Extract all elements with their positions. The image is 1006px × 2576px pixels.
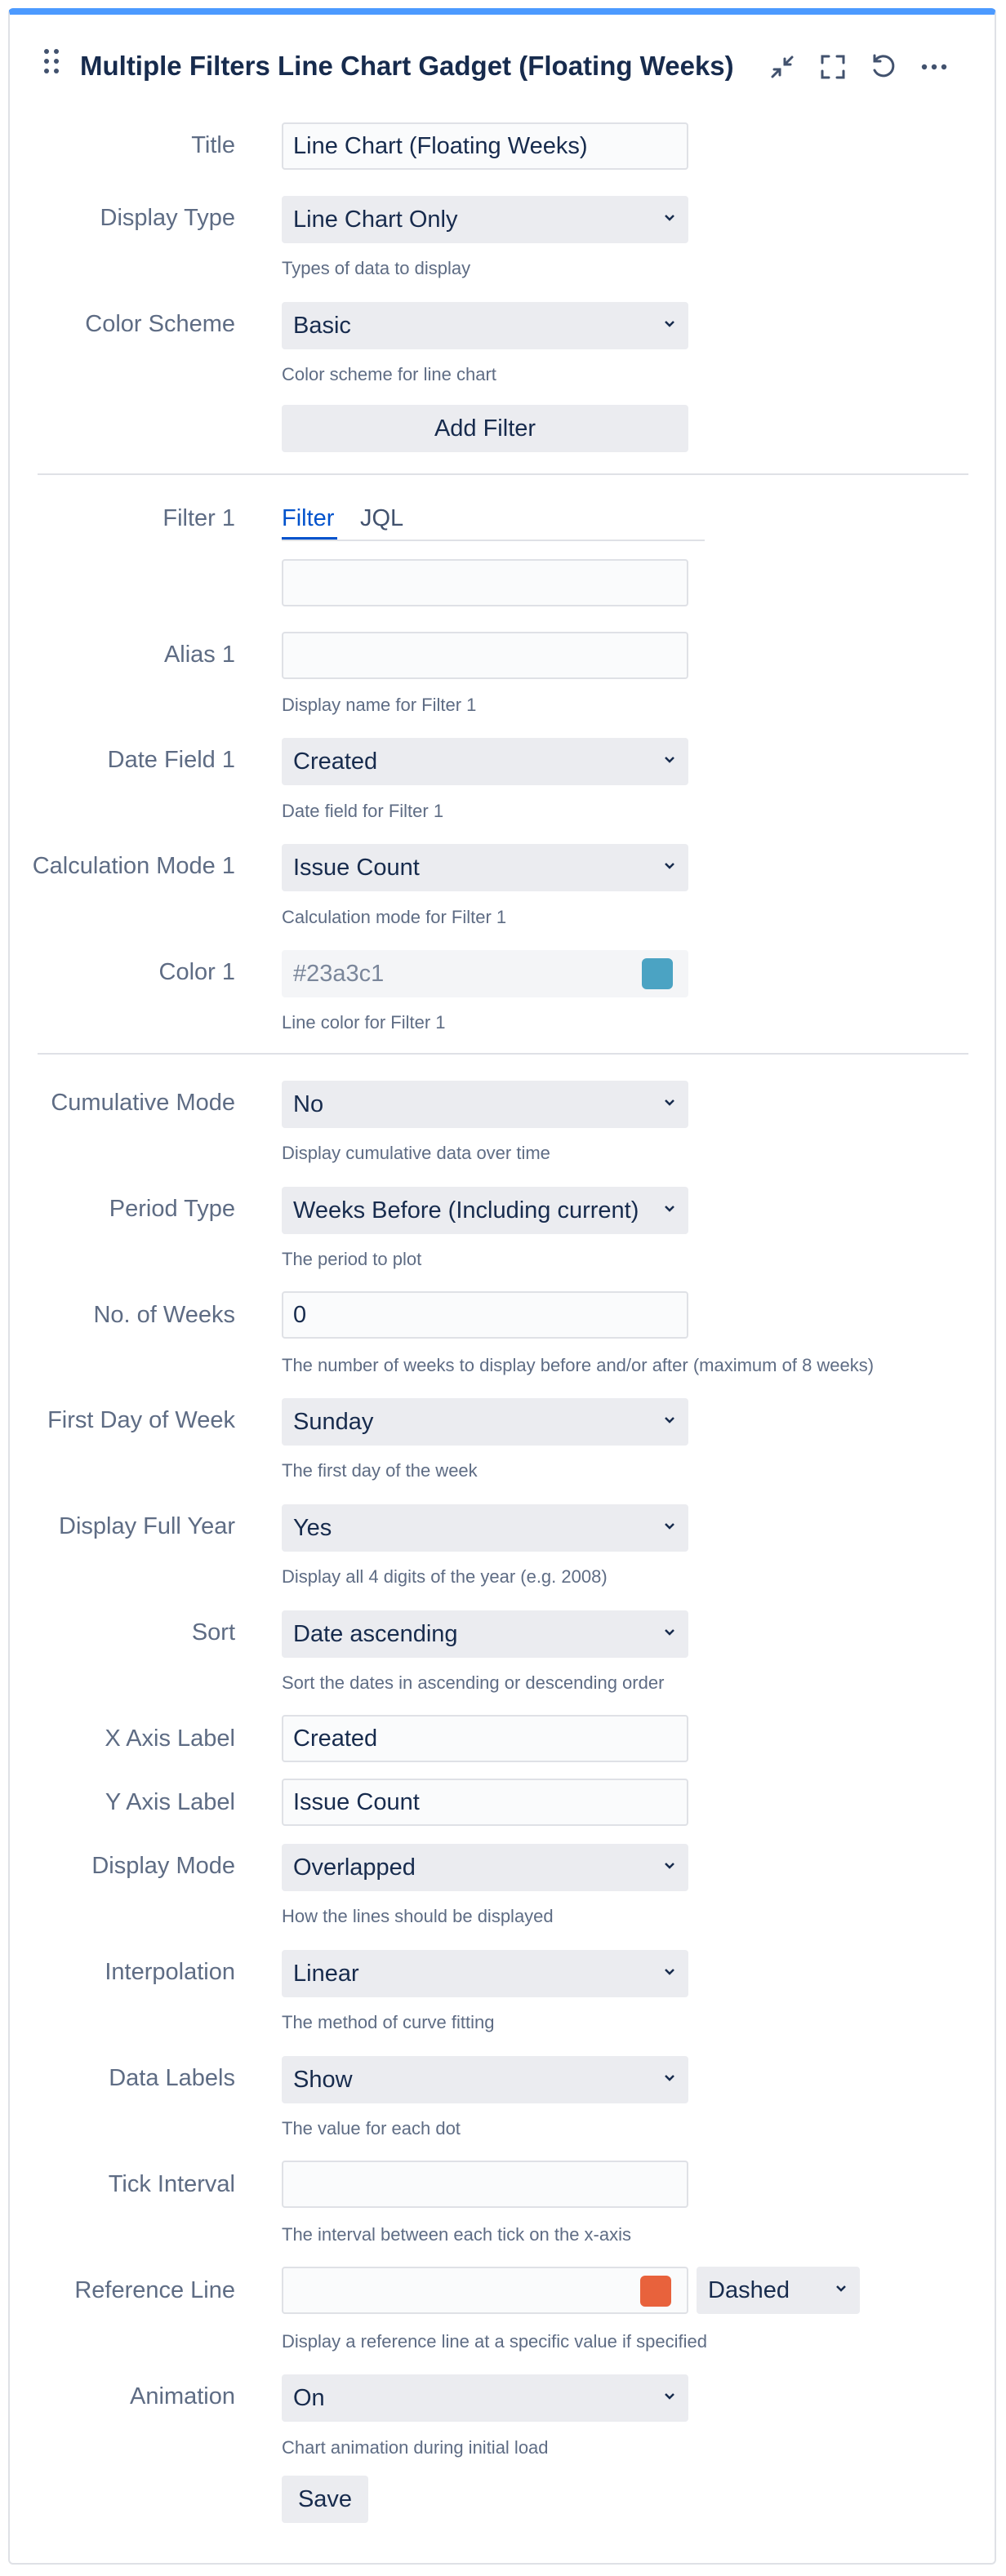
data-labels-select[interactable] [282, 2056, 688, 2103]
num-weeks-help: The number of weeks to display before and/or after (maximum of 8 weeks) [282, 1355, 875, 1375]
display-type-select[interactable] [282, 196, 688, 243]
display-type-help: Types of data to display [282, 258, 471, 278]
num-weeks-input[interactable]: 0 [282, 1291, 688, 1339]
section-divider [38, 473, 968, 475]
chevron-down-icon [664, 1521, 675, 1532]
reference-line-help: Display a reference line at a specific value if specified [282, 2331, 707, 2352]
alias1-label: Alias 1 [163, 642, 235, 668]
first-day-value: Sunday [293, 1409, 374, 1435]
chevron-down-icon [835, 2283, 847, 2294]
color-scheme-select[interactable] [282, 302, 688, 349]
cumulative-mode-select[interactable] [282, 1081, 688, 1128]
tick-interval-label: Tick Interval [108, 2171, 235, 2197]
display-type-value: Line Chart Only [293, 207, 458, 233]
period-type-help: The period to plot [282, 1249, 422, 1269]
alias1-help: Display name for Filter 1 [282, 695, 477, 715]
filter1-input[interactable] [282, 559, 688, 606]
color1-input[interactable] [282, 950, 688, 997]
maximize-icon[interactable] [818, 52, 848, 82]
tick-interval-input[interactable] [282, 2161, 688, 2208]
interpolation-value: Linear [293, 1961, 359, 1987]
animation-label: Animation [130, 2383, 235, 2409]
full-year-help: Display all 4 digits of the year (e.g. 2008) [282, 1566, 608, 1587]
interpolation-help: The method of curve fitting [282, 2012, 495, 2032]
tab-underline [282, 540, 705, 541]
y-axis-label-label: Y Axis Label [105, 1789, 235, 1815]
period-type-label: Period Type [109, 1196, 235, 1222]
reference-line-swatch[interactable] [640, 2276, 671, 2307]
date-field1-value: Created [293, 748, 378, 775]
date-field1-select[interactable] [282, 738, 688, 785]
display-mode-label: Display Mode [91, 1853, 235, 1879]
display-type-label: Display Type [100, 205, 235, 231]
cumulative-mode-help: Display cumulative data over time [282, 1143, 550, 1163]
animation-select[interactable] [282, 2374, 688, 2422]
num-weeks-label: No. of Weeks [93, 1302, 235, 1328]
sort-select[interactable] [282, 1610, 688, 1658]
y-axis-label-input[interactable]: Issue Count [282, 1779, 688, 1826]
sort-label: Sort [191, 1619, 235, 1646]
filter1-label: Filter 1 [162, 505, 235, 531]
interpolation-label: Interpolation [105, 1959, 235, 1985]
data-labels-label: Data Labels [109, 2065, 235, 2091]
display-mode-help: How the lines should be displayed [282, 1906, 554, 1926]
chevron-down-icon [664, 2391, 675, 2402]
date-field1-label: Date Field 1 [107, 747, 235, 773]
reference-line-input[interactable] [282, 2267, 688, 2314]
first-day-help: The first day of the week [282, 1460, 478, 1481]
calc-mode1-value: Issue Count [293, 855, 420, 881]
refresh-icon[interactable] [869, 52, 898, 82]
reference-line-style-select[interactable] [697, 2267, 860, 2314]
calc-mode1-label: Calculation Mode 1 [32, 853, 235, 879]
chevron-down-icon [664, 1097, 675, 1108]
color1-swatch[interactable] [642, 958, 673, 989]
data-labels-help: The value for each dot [282, 2118, 461, 2139]
gadget-title: Multiple Filters Line Chart Gadget (Floating Weeks) [80, 51, 734, 81]
chevron-down-icon [664, 212, 675, 224]
full-year-label: Display Full Year [59, 1513, 235, 1539]
more-icon[interactable] [919, 52, 949, 82]
animation-value: On [293, 2385, 325, 2411]
title-label: Title [191, 132, 235, 158]
period-type-value: Weeks Before (Including current) [293, 1197, 639, 1224]
sort-value: Date ascending [293, 1621, 458, 1647]
chevron-down-icon [664, 754, 675, 766]
color1-value: #23a3c1 [293, 961, 385, 987]
gadget-panel [8, 8, 996, 2565]
color-scheme-value: Basic [293, 313, 351, 339]
cumulative-mode-label: Cumulative Mode [51, 1090, 235, 1116]
chevron-down-icon [664, 318, 675, 330]
section-divider [38, 1053, 968, 1055]
minimize-icon[interactable] [768, 52, 797, 82]
chevron-down-icon [664, 1860, 675, 1872]
first-day-label: First Day of Week [47, 1407, 235, 1433]
chevron-down-icon [664, 1203, 675, 1215]
color1-label: Color 1 [158, 959, 235, 985]
animation-help: Chart animation during initial load [282, 2437, 549, 2458]
full-year-select[interactable] [282, 1504, 688, 1552]
period-type-select[interactable] [282, 1187, 688, 1234]
drag-handle-icon[interactable] [42, 49, 60, 77]
add-filter-button[interactable]: Add Filter [282, 405, 688, 452]
interpolation-select[interactable] [282, 1950, 688, 1997]
chevron-down-icon [664, 1415, 675, 1426]
x-axis-label-input[interactable]: Created [282, 1715, 688, 1762]
tab-jql[interactable]: JQL [360, 505, 404, 531]
full-year-value: Yes [293, 1515, 332, 1541]
first-day-select[interactable] [282, 1398, 688, 1446]
color-scheme-label: Color Scheme [85, 311, 235, 337]
cumulative-mode-value: No [293, 1091, 324, 1117]
display-mode-value: Overlapped [293, 1854, 416, 1881]
alias1-input[interactable] [282, 632, 688, 679]
calc-mode1-help: Calculation mode for Filter 1 [282, 907, 507, 927]
calc-mode1-select[interactable] [282, 844, 688, 891]
color-scheme-help: Color scheme for line chart [282, 364, 496, 384]
gadget-header [10, 15, 995, 81]
tick-interval-help: The interval between each tick on the x-axis [282, 2224, 632, 2245]
sort-help: Sort the dates in ascending or descending order [282, 1672, 665, 1693]
reference-line-style-value: Dashed [708, 2277, 790, 2303]
reference-line-label: Reference Line [74, 2277, 235, 2303]
chevron-down-icon [664, 860, 675, 872]
tab-filter[interactable]: Filter [282, 505, 335, 531]
data-labels-value: Show [293, 2067, 353, 2093]
save-button[interactable]: Save [282, 2476, 368, 2523]
chevron-down-icon [664, 2072, 675, 2084]
x-axis-label-label: X Axis Label [105, 1725, 235, 1752]
date-field1-help: Date field for Filter 1 [282, 801, 444, 821]
color1-help: Line color for Filter 1 [282, 1012, 446, 1033]
chevron-down-icon [664, 1966, 675, 1978]
chevron-down-icon [664, 1627, 675, 1638]
title-input[interactable]: Line Chart (Floating Weeks) [282, 122, 688, 170]
display-mode-select[interactable] [282, 1844, 688, 1891]
